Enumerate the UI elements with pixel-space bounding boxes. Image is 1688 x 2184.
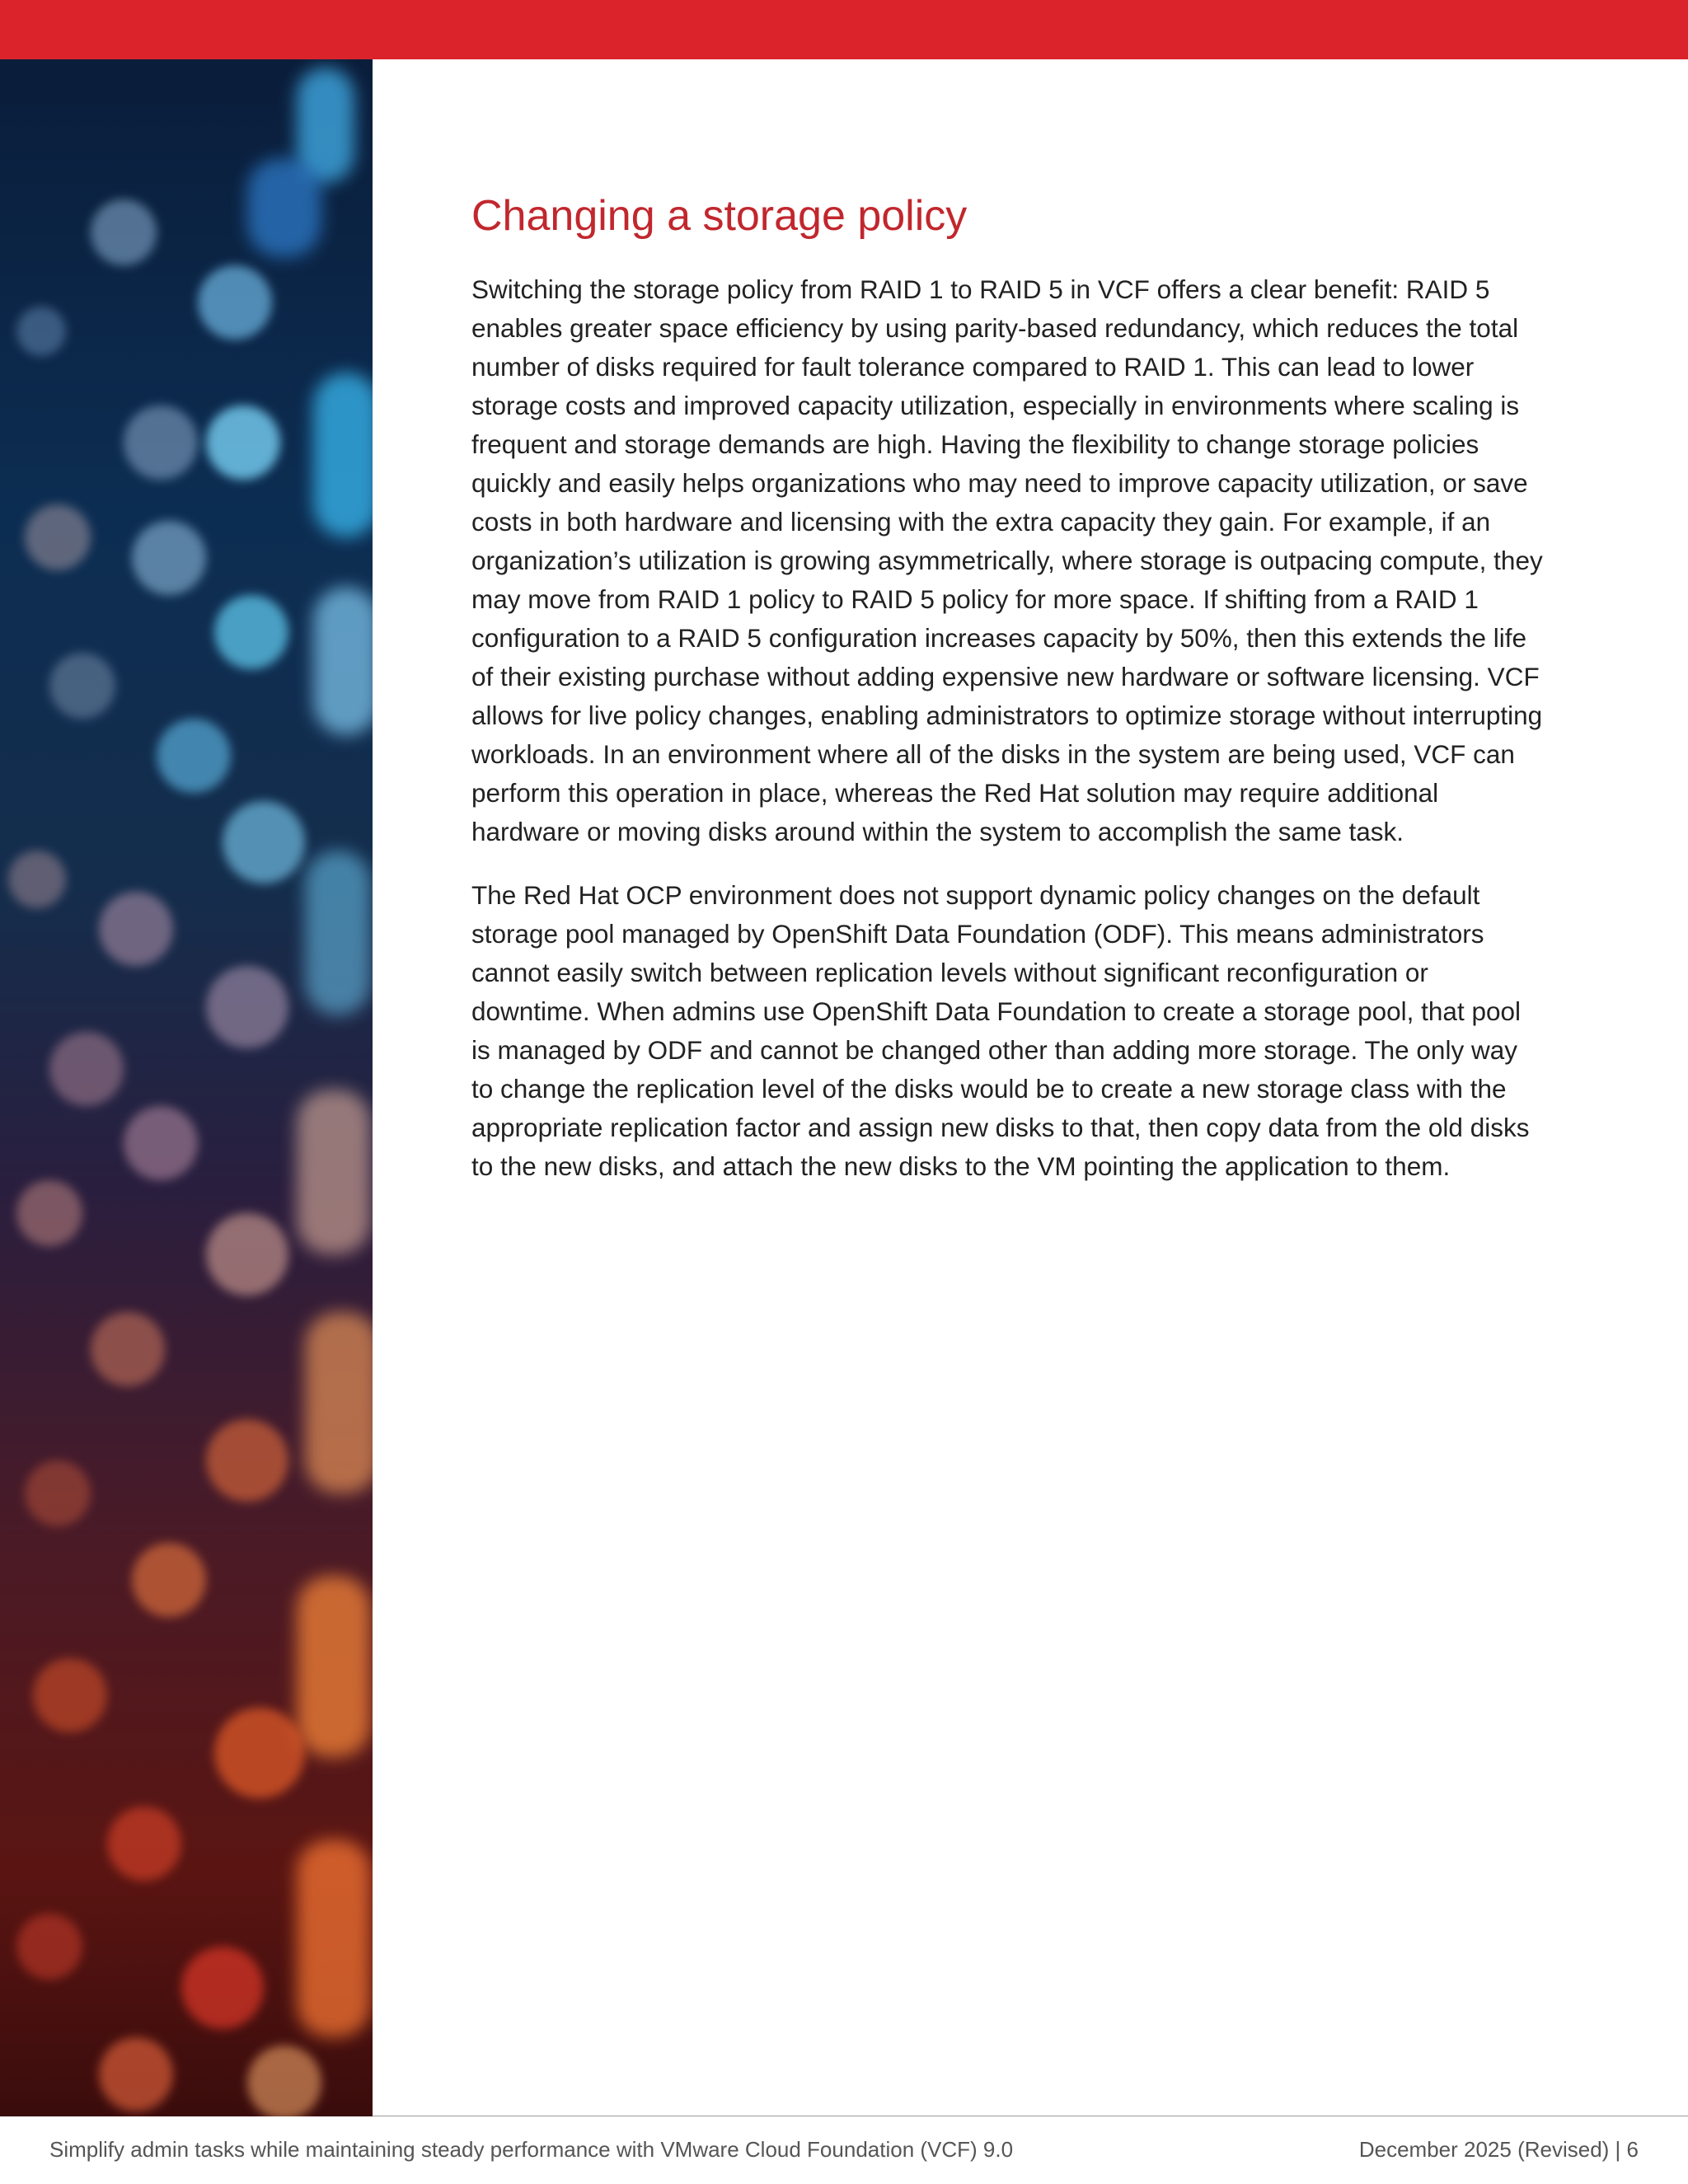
footer-document-title: Simplify admin tasks while maintaining steady performance with VMware Cloud Foundation (VCF) 9.0 <box>49 2137 1014 2162</box>
top-accent-bar <box>0 0 1688 59</box>
main-content <box>471 186 1543 1211</box>
decorative-bokeh-image <box>0 59 373 2116</box>
footer-date-page-number: December 2025 (Revised) | 6 <box>1358 2137 1639 2162</box>
body-paragraph-2: The Red Hat OCP environment does not support dynamic policy changes on the default storage pool managed by OpenShift Data Foundation (ODF). This means administrators cannot easily switch between replication levels without significant reconfiguration or downtime. When admins use OpenShift Data Foundation to create a storage pool, that pool is managed by ODF and cannot be changed other than adding more storage. The only way to change the replication level of the disks would be to create a new storage class with the appropriate replication factor and assign new disks to that, then copy data from the old disks to the new disks, and attach the new disks to the VM pointing the application to them. <box>471 880 1530 1181</box>
section-heading: Changing a storage policy <box>471 192 968 240</box>
body-paragraph-1: Switching the storage policy from RAID 1 to RAID 5 in VCF offers a clear benefit: RAID 5 enables greater space efficiency by using parity-based redundancy, which reduces the total number of disks required for fault tolerance compared to RAID 1. This can lead to lower storage costs and improved capacity utilization, especially in environments where scaling is frequent and storage demands are high. Having the flexibility to change storage policies quickly and easily helps organizations who may need to improve capacity utilization, or save costs in both hardware and licensing with the extra capacity they gain. For example, if an organization’s utilization is growing asymmetrically, where storage is outpacing compute, they may move from RAID 1 policy to RAID 5 policy for more space. If shifting from a RAID 1 configuration to a RAID 5 configuration increases capacity by 50%, then this extends the life of their existing purchase without adding expensive new hardware or software licensing. VCF allows for live policy changes, enabling administrators to optimize storage without interrupting workloads. In an environment where all of the disks in the system are being used, VCF can perform this operation in place, whereas the Red Hat solution may require additional hardware or moving disks around within the system to accomplish the same task. <box>471 274 1543 846</box>
